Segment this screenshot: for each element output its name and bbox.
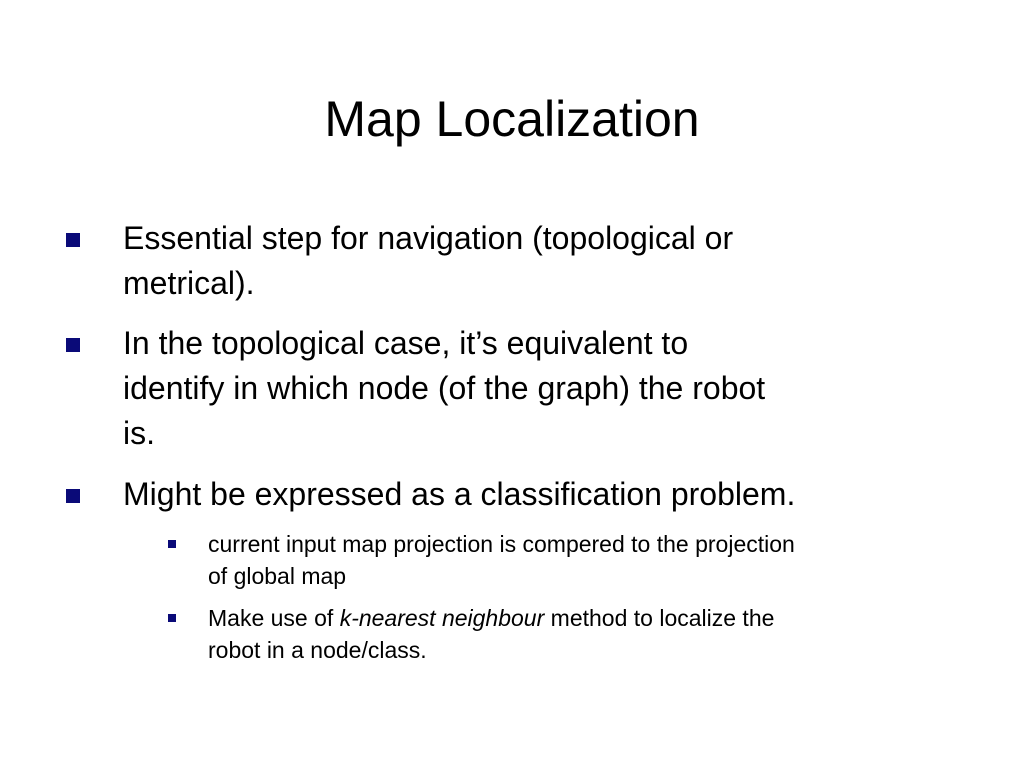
sub-bullet-2-suffix: method to localize the	[544, 605, 775, 631]
square-bullet-icon	[66, 489, 80, 503]
bullet-text-3	[123, 472, 983, 517]
small-square-bullet-icon	[168, 540, 176, 548]
bullet-2-line-3: is.	[123, 415, 155, 451]
sub-bullet-text-1	[208, 528, 968, 592]
square-bullet-icon	[66, 338, 80, 352]
sub-bullet-text-2	[208, 602, 968, 666]
sub-bullet-2-line-1	[208, 602, 968, 634]
bullet-1-line-2: metrical).	[123, 265, 255, 301]
slide-title: Map Localization	[324, 91, 700, 147]
bullet-2-line-2: identify in which node (of the graph) the robot	[123, 370, 766, 406]
sub-bullet-2-line-2: robot in a node/class.	[208, 637, 427, 663]
bullet-text-1	[123, 216, 983, 306]
bullet-1-line-1: Essential step for navigation (topological or	[123, 220, 734, 256]
sub-bullet-2-prefix: Make use of	[208, 605, 340, 631]
sub-bullet-1-line-2: of global map	[208, 563, 347, 589]
sub-bullet-1-line-1: current input map projection is compered to the projection	[208, 531, 795, 557]
sub-bullet-2-emphasis: k-nearest neighbour	[339, 605, 545, 631]
square-bullet-icon	[66, 233, 80, 247]
bullet-2-line-1: In the topological case, it’s equivalent to	[123, 325, 689, 361]
bullet-3-line-1: Might be expressed as a classification problem.	[123, 476, 796, 512]
small-square-bullet-icon	[168, 614, 176, 622]
bullet-text-2	[123, 321, 983, 456]
